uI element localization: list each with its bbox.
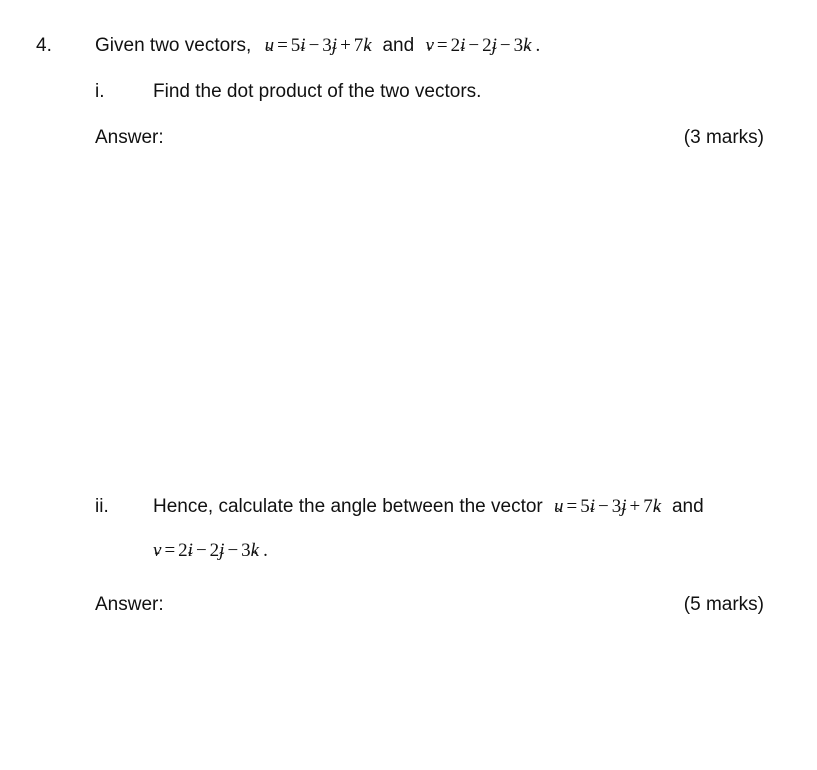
question-number: 4. — [36, 35, 52, 56]
part-i-marks: (3 marks) — [683, 127, 764, 148]
part-ii-text: Hence, calculate the angle between the vector — [153, 496, 543, 517]
part-ii-label: ii. — [95, 496, 109, 517]
vector-u-equation: u ˜ = 5i ˜ − 3j ˜ + 7k ˜ — [265, 35, 377, 56]
part-ii-vector-u-equation: u ˜ = 5i ˜ − 3j ˜ + 7k ˜ — [554, 496, 666, 517]
part-ii-answer-label: Answer: — [95, 594, 164, 615]
part-ii-and-text: and — [671, 496, 704, 517]
intro-text: Given two vectors, — [95, 35, 252, 56]
part-ii-line2 — [153, 539, 268, 563]
part-i-label: i. — [95, 81, 105, 102]
part-ii-marks: (5 marks) — [683, 594, 764, 615]
part-ii-vector-v-equation: v ˜ = 2i ˜ − 2j ˜ − 3k ˜ . — [153, 540, 268, 561]
vector-v-equation: v ˜ = 2i ˜ − 2j ˜ − 3k ˜ . — [425, 35, 540, 56]
question-intro — [95, 34, 540, 58]
part-i-answer-label: Answer: — [95, 127, 164, 148]
and-text: and — [382, 35, 415, 56]
part-ii-line1 — [153, 495, 704, 519]
part-i-text: Find the dot product of the two vectors. — [153, 81, 482, 102]
